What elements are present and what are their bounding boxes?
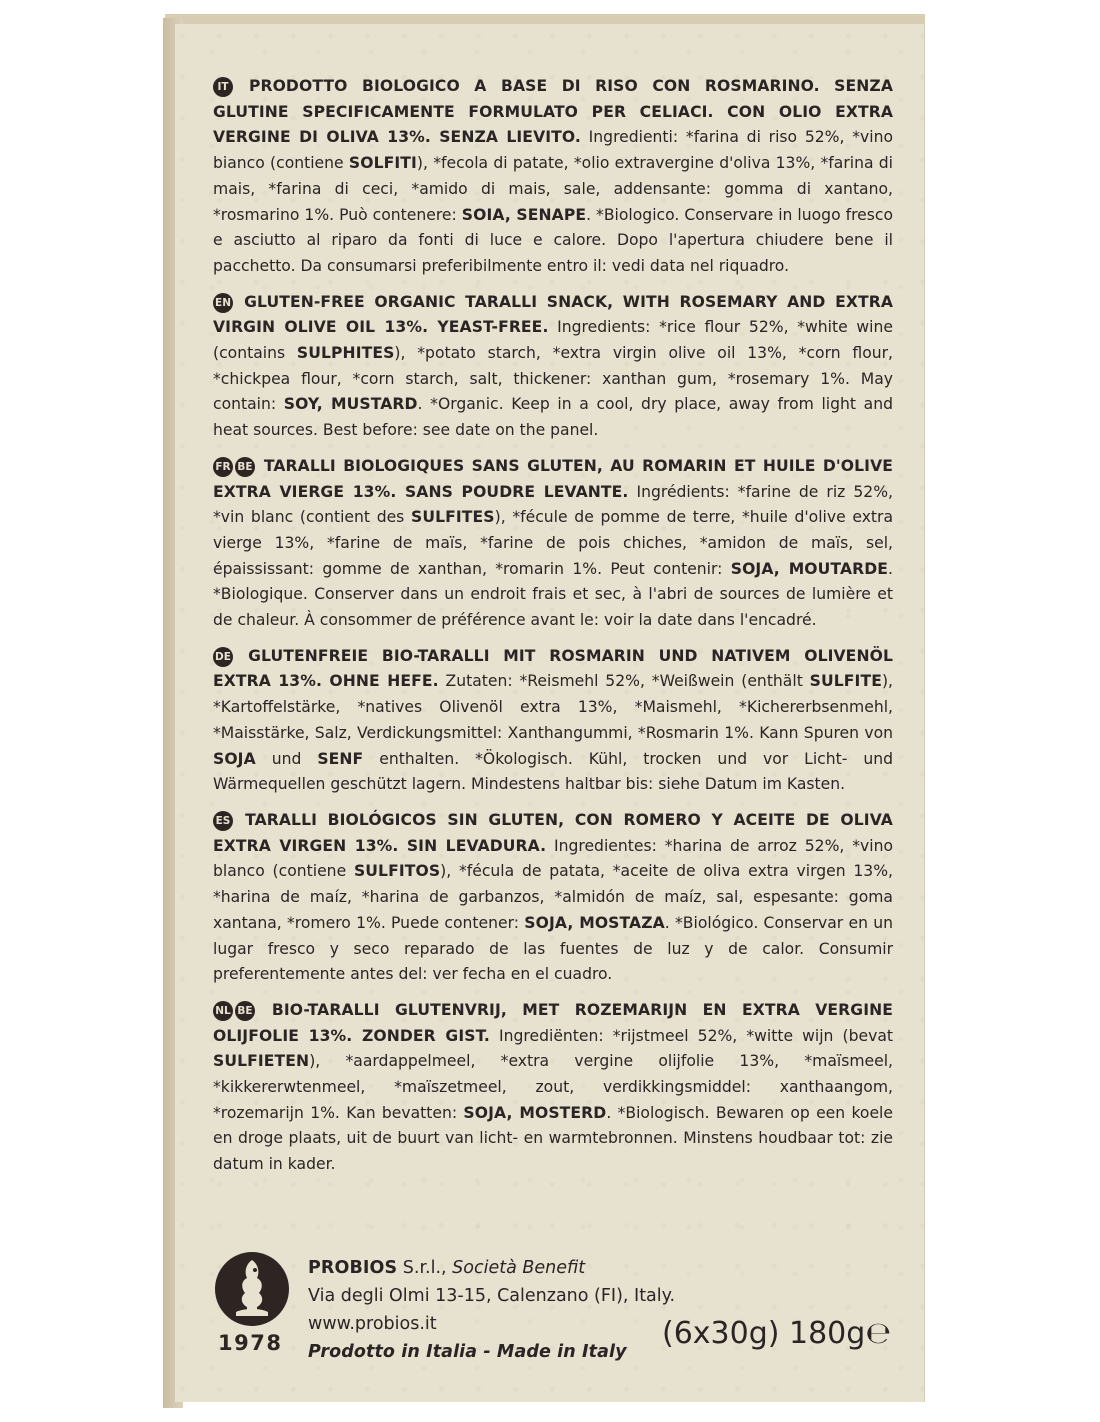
- net-weight-value: (6x30g) 180g: [662, 1316, 866, 1351]
- body-text: ), *fecola di patate, *olio extravergine d'oliva 13%, *farina di mais, *farina di ceci, *amido di mais, sale, addensante: gomma di xantano, *rosmarino 1%. Può contenere:: [213, 154, 893, 224]
- body-text: . *Organic. Keep in a cool, dry place, away from light and heat sources. Best before: see date on the panel.: [213, 395, 894, 440]
- body-text: ), *fécula de patata, *aceite de oliva extra virgen 13%, *harina de maíz, *harina de garbanzos, *almidón de maíz, sal, espesante: goma xantana, *romero 1%. Puede contener:: [213, 862, 894, 932]
- body-text: ), *aardappelmeel, *extra vergine olijfolie 13%, *maïsmeel, *kikkererwtenmeel, *maïszetmeel, zout, verdikkingsmiddel: xanthaangom, *rozemarijn 1%. Kan bevatten:: [213, 1052, 893, 1122]
- bold-text: SULFITE: [809, 672, 882, 691]
- bold-text: BIO-TARALLI GLUTENVRIJ, MET ROZEMARIJN EN EXTRA VERGINE OLIJFOLIE 13%. ZONDER GIST.: [213, 1000, 893, 1045]
- bold-text: GLUTENFREIE BIO-TARALLI MIT ROSMARIN UND NATIVEM OLIVENÖL EXTRA 13%. OHNE HEFE.: [213, 646, 893, 691]
- body-text: Zutaten: *Reismehl 52%, *Weißwein (enthält: [438, 672, 810, 691]
- net-weight: [662, 1316, 891, 1351]
- bold-text: SENF: [317, 749, 364, 768]
- bold-text: SOJA: [213, 749, 256, 768]
- language-badge-fr: FR: [213, 457, 233, 477]
- bold-text: PRODOTTO BIOLOGICO A BASE DI RISO CON ROSMARINO. SENZA GLUTINE SPECIFICAMENTE FORMULATO PER CELIACI. CON OLIO EXTRA VERGINE DI OLIVA 13%. SENZA LIEVITO.: [213, 77, 893, 147]
- language-section: [213, 998, 893, 1178]
- estimated-sign-icon: ℮: [865, 1316, 891, 1351]
- body-text: . *Biológico. Conservar en un lugar fresco y seco reparado de las fuentes de luz y de calor. Consumir preferentemente antes del: ver fecha en el cuadro.: [213, 913, 893, 984]
- bold-text: SOJA, MOSTERD: [463, 1103, 607, 1122]
- company-info: [308, 1254, 675, 1366]
- language-section: [213, 644, 893, 798]
- bold-text: SOY, MUSTARD: [283, 395, 418, 414]
- bold-text: SOLFITI: [348, 154, 417, 173]
- bold-text: SULPHITES: [296, 344, 395, 363]
- body-text: . *Biologico. Conservare in luogo fresco e asciutto al riparo da fonti di luce e calore. Dopo l'apertura chiudere bene il pacchetto. Da consumarsi preferibilmente entro il: vedi data nel riquadro.: [213, 205, 893, 275]
- brand-name: PROBIOS: [308, 1258, 398, 1278]
- language-section: [213, 454, 893, 634]
- body-text: ), *potato starch, *extra virgin olive oil 13%, *corn flour, *chickpea flour, *corn starch, salt, thickener: xanthan gum, *rosemary 1%. May contain:: [213, 344, 893, 414]
- language-badge-en: EN: [213, 293, 233, 313]
- company-suffix: S.r.l.,: [397, 1258, 453, 1278]
- bold-text: TARALLI BIOLÓGICOS SIN GLUTEN, CON ROMERO Y ACEITE DE OLIVA EXTRA VIRGEN 13%. SIN LEVADURA.: [213, 810, 893, 855]
- body-text: . *Biologisch. Bewaren op een koele en droge plaats, uit de buurt van licht- en warmtebronnen. Minstens houdbaar tot: zie datum in kader.: [213, 1103, 893, 1174]
- body-text: Ingrediënten: *rijstmeel 52%, *witte wijn (bevat: [489, 1026, 893, 1045]
- company-benefit: Società Benefit: [452, 1258, 586, 1278]
- body-text: enthalten. *Ökologisch. Kühl, trocken und vor Licht- und Wärmequellen geschützt lagern. Mindestens haltbar bis: siehe Datum im Kasten.: [213, 749, 893, 794]
- bold-text: SOJA, MOSTAZA: [524, 913, 665, 932]
- language-badge-be: BE: [235, 1001, 255, 1021]
- body-text: ), *Kartoffelstärke, *natives Olivenöl extra 13%, *Maismehl, *Kichererbsenmehl, *Maisstärke, Salz, Verdickungsmittel: Xanthangummi, *Rosmarin 1%. Kann Spuren von: [213, 672, 893, 742]
- founding-year: 1978: [218, 1331, 283, 1355]
- language-section: [213, 74, 893, 280]
- body-text: Ingredients: *rice flour 52%, *white wine (contains: [213, 318, 893, 363]
- language-badge-it: IT: [213, 77, 233, 97]
- bold-text: SULFITES: [411, 508, 495, 527]
- language-badge-nl: NL: [213, 1001, 233, 1021]
- company-website: www.probios.it: [308, 1314, 437, 1334]
- language-section: [213, 808, 893, 988]
- body-text: . *Biologique. Conserver dans un endroit frais et sec, à l'abri de sources de lumière et de chaleur. À consommer de préférence avant le: voir la date dans l'encadré.: [213, 559, 893, 630]
- bold-text: SULFIETEN: [213, 1052, 310, 1071]
- body-text: Ingredientes: *harina de arroz 52%, *vino blanco (contiene: [213, 836, 893, 881]
- company-address: Via degli Olmi 13-15, Calenzano (FI), Italy.: [308, 1286, 676, 1306]
- multilingual-label-text: [213, 74, 893, 1188]
- bold-text: SULFITOS: [353, 862, 441, 881]
- company-name-line: [308, 1254, 675, 1282]
- language-badge-es: ES: [213, 811, 233, 831]
- made-in-italy: Prodotto in Italia - Made in Italy: [308, 1342, 627, 1362]
- bold-text: SOIA, SENAPE: [461, 205, 587, 224]
- language-badge-be: BE: [235, 457, 255, 477]
- bold-text: SOJA, MOUTARDE: [730, 559, 889, 578]
- body-text: und: [255, 749, 318, 768]
- body-text: ), *fécule de pomme de terre, *huile d'olive extra vierge 13%, *farine de maïs, *farine de pois chiches, *amidon de maïs, sel, épaississant: gomme de xanthan, *romarin 1%. Peut contenir:: [213, 508, 893, 578]
- language-badge-de: DE: [213, 647, 233, 667]
- bold-text: GLUTEN-FREE ORGANIC TARALLI SNACK, WITH ROSEMARY AND EXTRA VIRGIN OLIVE OIL 13%. YEAST-FREE.: [213, 292, 893, 337]
- bold-text: TARALLI BIOLOGIQUES SANS GLUTEN, AU ROMARIN ET HUILE D'OLIVE EXTRA VIERGE 13%. SANS POUDRE LEVANTE.: [213, 456, 893, 501]
- body-text: Ingrédients: *farine de riz 52%, *vin blanc (contient des: [213, 482, 893, 527]
- probios-logo-icon: [214, 1250, 290, 1328]
- body-text: Ingredienti: *farina di riso 52%, *vino bianco (contiene: [213, 128, 893, 173]
- language-section: [213, 290, 893, 444]
